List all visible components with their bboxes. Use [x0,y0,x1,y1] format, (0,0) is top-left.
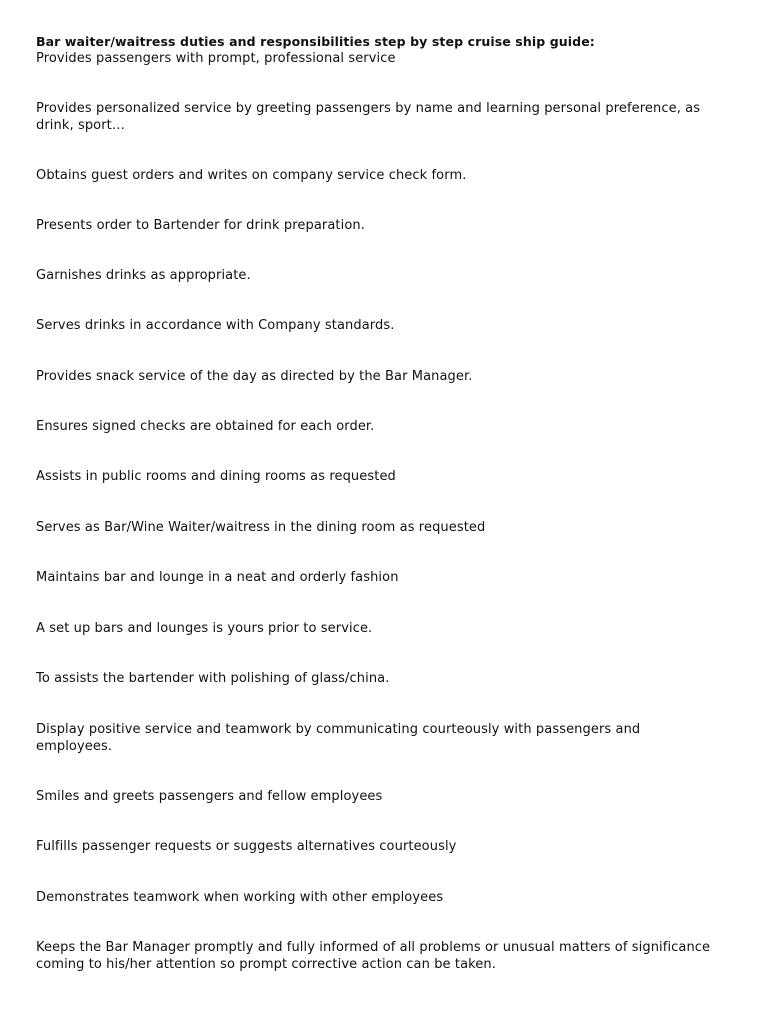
duty-item: Obtains guest orders and writes on company service check form. [36,168,467,183]
duty-item: Demonstrates teamwork when working with other employees [36,890,444,905]
duty-item: Smiles and greets passengers and fellow employees [36,789,383,804]
duty-item: Ensures signed checks are obtained for each order. [36,419,375,434]
duty-item: Maintains bar and lounge in a neat and orderly fashion [36,570,399,585]
duty-item: Display positive service and teamwork by communicating courteously with passengers and employees. [36,722,641,754]
duty-item: Keeps the Bar Manager promptly and fully informed of all problems or unusual matters of significance coming to his/her attention so prompt corrective action can be taken. [36,940,711,972]
duty-item: Assists in public rooms and dining rooms as requested [36,469,396,484]
duty-item: Provides passengers with prompt, professional service [36,51,396,66]
document-title: Bar waiter/waitress duties and responsibilities step by step cruise ship guide: [36,34,595,49]
duties-list [36,50,716,973]
duty-item: Serves drinks in accordance with Company standards. [36,318,395,333]
duty-item: Serves as Bar/Wine Waiter/waitress in the dining room as requested [36,520,486,535]
duty-item: Garnishes drinks as appropriate. [36,268,251,283]
duty-item: Presents order to Bartender for drink preparation. [36,218,365,233]
document-page [36,34,716,973]
duty-item: Provides personalized service by greeting passengers by name and learning personal preference, as drink, sport… [36,101,701,133]
duty-item: To assists the bartender with polishing of glass/china. [36,671,390,686]
duty-item: A set up bars and lounges is yours prior to service. [36,621,373,636]
duty-item: Provides snack service of the day as directed by the Bar Manager. [36,369,473,384]
duty-item: Fulfills passenger requests or suggests alternatives courteously [36,839,457,854]
